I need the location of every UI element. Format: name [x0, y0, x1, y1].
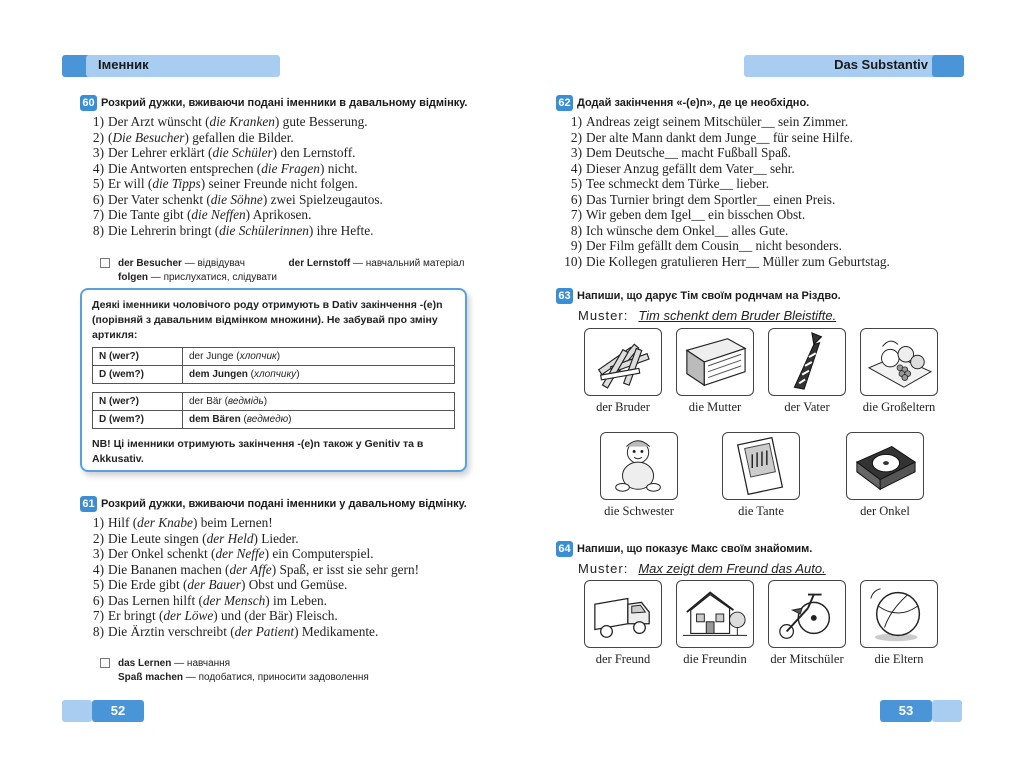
item-number: 6) [92, 191, 104, 207]
exercise-60 [80, 95, 475, 238]
vocab-translation: прислухатися, слідувати [163, 272, 277, 283]
item-noun: der Patient [234, 623, 295, 639]
list-item [84, 608, 475, 624]
item-noun: der Mensch [202, 592, 266, 608]
list-item [84, 207, 475, 223]
item-number: 3) [92, 145, 104, 160]
left-header-bar [86, 55, 280, 77]
page-number-bar-right [932, 700, 962, 722]
list-item [84, 515, 475, 531]
item-number: 6) [570, 191, 582, 207]
item-text: Die Lehrerin bringt ( [108, 222, 220, 238]
item-text: Ich wünsche dem Onkel__ alles Gute. [586, 222, 789, 238]
vocab-word: der Lernstoff [288, 258, 351, 269]
list-item [84, 114, 475, 130]
exercise-61-vocab: das Lernen — навчання Spaß machen — подобатися, приносити задоволення [100, 657, 480, 685]
exercise-64 [556, 541, 976, 576]
item-text: ) zwei Spielzeugautos. [262, 191, 383, 207]
exercise-62-instruction-text: Додай закінчення «-(e)n», де це необхідно. [577, 97, 810, 109]
caption-schwester: die Schwester [604, 504, 674, 518]
item-noun: Die Besucher [112, 129, 185, 145]
list-item [84, 192, 475, 208]
exercise-64-badge: 64 [556, 541, 573, 557]
fruit-basket-icon [860, 328, 938, 396]
table-cell-case: D (wem?) [93, 411, 183, 429]
caption-grosseltern: die Großeltern [862, 400, 936, 414]
item-text: Er bringt ( [108, 608, 164, 623]
vocab-word: das Lernen [118, 658, 172, 669]
ball-icon [860, 580, 938, 648]
item-text: ) nicht. [319, 160, 358, 176]
exercise-63 [556, 288, 976, 323]
exercise-61-instruction [80, 496, 475, 512]
table-cell-form: dem Jungen (хлопчику) [183, 366, 455, 384]
item-noun: der Affe [229, 561, 272, 577]
item-text: Das Lernen hilft ( [108, 592, 203, 608]
list-item [84, 577, 475, 593]
cd-icon [846, 432, 924, 500]
caption-freundin: die Freundin [683, 652, 747, 666]
table-row [93, 366, 455, 384]
list-item [84, 624, 475, 640]
item-number: 4) [92, 561, 104, 577]
item-number: 2) [570, 129, 582, 145]
exercise-61-instruction-text: Розкрий дужки, вживаючи подані іменники у давальному відмінку. [101, 498, 467, 510]
list-item [84, 130, 475, 146]
item-noun: der Neffe [215, 546, 265, 561]
list-item [562, 254, 976, 270]
item-number: 2) [92, 129, 104, 145]
item-text: Der Onkel schenkt ( [108, 546, 216, 561]
exercise-60-instruction [80, 95, 475, 111]
list-item [84, 161, 475, 177]
item-text: Die Leute singen ( [108, 530, 207, 546]
item-text: ) Obst und Gemüse. [240, 577, 348, 592]
item-number: 9) [570, 238, 582, 253]
exercise-61-badge: 61 [80, 496, 97, 512]
page-number-bar-left [62, 700, 92, 722]
item-text: Der Lehrer erklärt ( [108, 145, 213, 160]
item-number: 10) [564, 253, 582, 269]
item-number: 8) [570, 222, 582, 238]
item-number: 7) [570, 207, 582, 222]
list-item [562, 207, 976, 223]
list-item [562, 192, 976, 208]
item-noun: die Neffen [191, 207, 246, 222]
item-text: ( [108, 129, 113, 145]
exercise-62-instruction [556, 95, 976, 111]
item-text: Tee schmeckt dem Türke__ lieber. [586, 176, 770, 191]
item-noun: die Söhne [210, 191, 263, 207]
header-tab-right [932, 55, 964, 77]
caption-onkel: der Onkel [860, 504, 910, 518]
exercise-60-list [84, 114, 475, 238]
exercise-61 [80, 496, 475, 639]
caption-eltern: die Eltern [874, 652, 924, 666]
item-number: 4) [570, 160, 582, 176]
list-item [562, 145, 976, 161]
list-item [84, 531, 475, 547]
item-text: ) Medikamente. [294, 623, 379, 639]
table-cell-case: D (wem?) [93, 366, 183, 384]
item-number: 4) [92, 160, 104, 176]
item-text: Die Kollegen gratulieren Herr__ Müller zum Geburtstag. [586, 253, 890, 269]
item-text: Die Bananen machen ( [108, 561, 230, 577]
item-number: 7) [92, 608, 104, 623]
form-text: der Junge [189, 351, 234, 362]
declension-table-junge [92, 347, 455, 384]
exercise-62-list [562, 114, 976, 269]
list-item [562, 238, 976, 254]
caption-bruder: der Bruder [596, 400, 650, 414]
exercise-63-badge: 63 [556, 288, 573, 304]
item-number: 1) [570, 114, 582, 129]
item-text: Wir geben dem Igel__ ein bisschen Obst. [586, 207, 806, 222]
tricycle-icon [768, 580, 846, 648]
left-header-title: Іменник [98, 57, 149, 72]
gloss-text: ведмідь [227, 396, 264, 407]
caption-mutter: die Mutter [688, 400, 742, 414]
item-text: Die Tante gibt ( [108, 207, 192, 222]
exercise-63-muster [578, 308, 976, 323]
item-text: ) gefallen die Bilder. [184, 129, 294, 145]
list-item [84, 593, 475, 609]
list-item [84, 176, 475, 192]
muster-label: Muster: [578, 561, 629, 576]
item-text: Die Ärztin verschreibt ( [108, 623, 235, 639]
page-number-left: 52 [92, 700, 144, 722]
item-noun: der Löwe [163, 608, 214, 623]
item-text: Er will ( [108, 176, 153, 191]
vocab-word: folgen [118, 272, 148, 283]
item-text: Hilf ( [108, 515, 138, 530]
item-number: 5) [570, 176, 582, 191]
form-text: dem Jungen [189, 369, 248, 380]
item-text: ) ihre Hefte. [308, 222, 374, 238]
item-text: ) und (der Bär) Fleisch. [213, 608, 338, 623]
list-item [562, 161, 976, 177]
table-cell-form: der Junge (хлопчик) [183, 348, 455, 366]
table-cell-form: dem Bären (ведмедю) [183, 411, 455, 429]
item-text: Die Antworten entsprechen ( [108, 160, 262, 176]
list-item [562, 114, 976, 130]
book-icon [676, 328, 754, 396]
vocab-translation: навчальний матеріал [365, 258, 465, 269]
list-item [562, 223, 976, 239]
exercise-60-vocab: der Besucher — відвідувач der Lernstoff — навчальний матеріал folgen — прислухатися, слідувати [100, 257, 480, 285]
item-text: Andreas zeigt seinem Mitschüler__ sein Zimmer. [586, 114, 849, 129]
item-text: ) Spaß, er isst sie sehr gern! [271, 561, 420, 577]
item-text: Der Arzt wünscht ( [108, 114, 210, 129]
item-noun: die Tipps [152, 176, 201, 191]
item-text: Dieser Anzug gefällt dem Vater__ sehr. [586, 160, 795, 176]
item-number: 8) [92, 623, 104, 639]
item-text: ) Aprikosen. [245, 207, 312, 222]
right-header-bar [744, 55, 964, 77]
table-cell-form: der Bär (ведмідь) [183, 393, 455, 411]
exercise-64-instruction [556, 541, 976, 557]
item-text: ) im Leben. [265, 592, 327, 608]
item-noun: der Bauer [187, 577, 241, 592]
table-row [93, 393, 455, 411]
item-noun: der Knabe [137, 515, 193, 530]
item-text: ) Lieder. [253, 530, 299, 546]
exercise-64-instruction-text: Напиши, що показує Макс своїм знайомим. [577, 543, 813, 555]
item-text: Der alte Mann dankt dem Junge__ für seine Hilfe. [586, 129, 853, 145]
caption-freund: der Freund [595, 652, 651, 666]
exercise-62-badge: 62 [556, 95, 573, 111]
item-text: Die Erde gibt ( [108, 577, 188, 592]
item-text: ) gute Besserung. [274, 114, 368, 129]
item-number: 5) [92, 176, 104, 191]
house-icon [676, 580, 754, 648]
tie-icon [768, 328, 846, 396]
vocab-translation: відвідувач [197, 258, 245, 269]
item-number: 3) [570, 145, 582, 160]
table-row [93, 348, 455, 366]
gloss-text: хлопчику [254, 369, 297, 380]
exercise-64-muster [578, 561, 976, 576]
gloss-text: ведмедю [246, 414, 289, 425]
item-number: 2) [92, 530, 104, 546]
exercise-63-instruction-text: Напиши, що дарує Тім своїм роднчам на Різдво. [577, 290, 841, 302]
form-text: dem Bären [189, 414, 241, 425]
item-text: Das Turnier bringt dem Sportler__ einen Preis. [586, 191, 836, 207]
item-text: Der Film gefällt dem Cousin__ nicht besonders. [586, 238, 842, 253]
caption-tante: die Tante [738, 504, 784, 518]
vocab-word: Spaß machen [118, 672, 184, 683]
exercise-61-list [84, 515, 475, 639]
table-cell-case: N (wer?) [93, 348, 183, 366]
item-noun: der Held [206, 530, 254, 546]
muster-example: Tim schenkt dem Bruder Bleistifte. [638, 308, 837, 323]
item-noun: die Schüler [212, 145, 273, 160]
page-number-right: 53 [880, 700, 932, 722]
item-number: 6) [92, 592, 104, 608]
item-number: 1) [92, 515, 104, 530]
list-item [84, 562, 475, 578]
exercise-62 [556, 95, 976, 269]
gloss-text: хлопчик [239, 351, 277, 362]
item-number: 1) [92, 114, 104, 129]
doll-icon [600, 432, 678, 500]
right-header-title: Das Substantiv [834, 57, 928, 72]
grammar-info-box [80, 288, 467, 472]
truck-icon [584, 580, 662, 648]
muster-label: Muster: [578, 308, 629, 323]
item-text: ) ein Computerspiel. [264, 546, 374, 561]
item-number: 8) [92, 222, 104, 238]
exercise-60-badge: 60 [80, 95, 97, 111]
vocab-translation: навчання [186, 658, 231, 669]
table-cell-case: N (wer?) [93, 393, 183, 411]
right-page [512, 0, 1024, 768]
vocab-translation: подобатися, приносити задоволення [198, 672, 369, 683]
info-box-note: NB! Ці іменники отримують закінчення -(e)n також у Genitiv та в Akkusativ. [92, 438, 424, 465]
list-item [84, 145, 475, 161]
item-text: ) seiner Freunde nicht folgen. [200, 176, 358, 191]
item-noun: die Fragen [261, 160, 320, 176]
info-box-intro: Деякі іменники чоловічого роду отримують в Dativ закінчення -(e)n (порівняй з давальним відмінком множини). Не забувай про зміну артикля: [92, 299, 443, 341]
item-number: 3) [92, 546, 104, 561]
table-row [93, 411, 455, 429]
item-text: ) den Lernstoff. [272, 145, 356, 160]
item-number: 5) [92, 577, 104, 592]
item-text: Dem Deutsche__ macht Fußball Spaß. [586, 145, 791, 160]
declension-table-baer [92, 392, 455, 429]
list-item [84, 546, 475, 562]
postcard-icon [722, 432, 800, 500]
item-noun: die Schülerinnen [219, 222, 309, 238]
checkbox-icon [100, 258, 110, 268]
list-item [562, 176, 976, 192]
list-item [84, 223, 475, 239]
exercise-60-instruction-text: Розкрий дужки, вживаючи подані іменники в давальному відмінку. [101, 97, 468, 109]
pencils-icon [584, 328, 662, 396]
item-noun: die Kranken [209, 114, 275, 129]
item-text: ) beim Lernen! [192, 515, 273, 530]
vocab-word: der Besucher [118, 258, 182, 269]
exercise-63-instruction [556, 288, 976, 304]
item-number: 7) [92, 207, 104, 222]
list-item [562, 130, 976, 146]
form-text: der Bär [189, 396, 222, 407]
checkbox-icon [100, 658, 110, 668]
caption-mitschueler: der Mitschüler [770, 652, 844, 666]
caption-vater: der Vater [784, 400, 830, 414]
muster-example: Max zeigt dem Freund das Auto. [638, 561, 826, 576]
item-text: Der Vater schenkt ( [108, 191, 211, 207]
